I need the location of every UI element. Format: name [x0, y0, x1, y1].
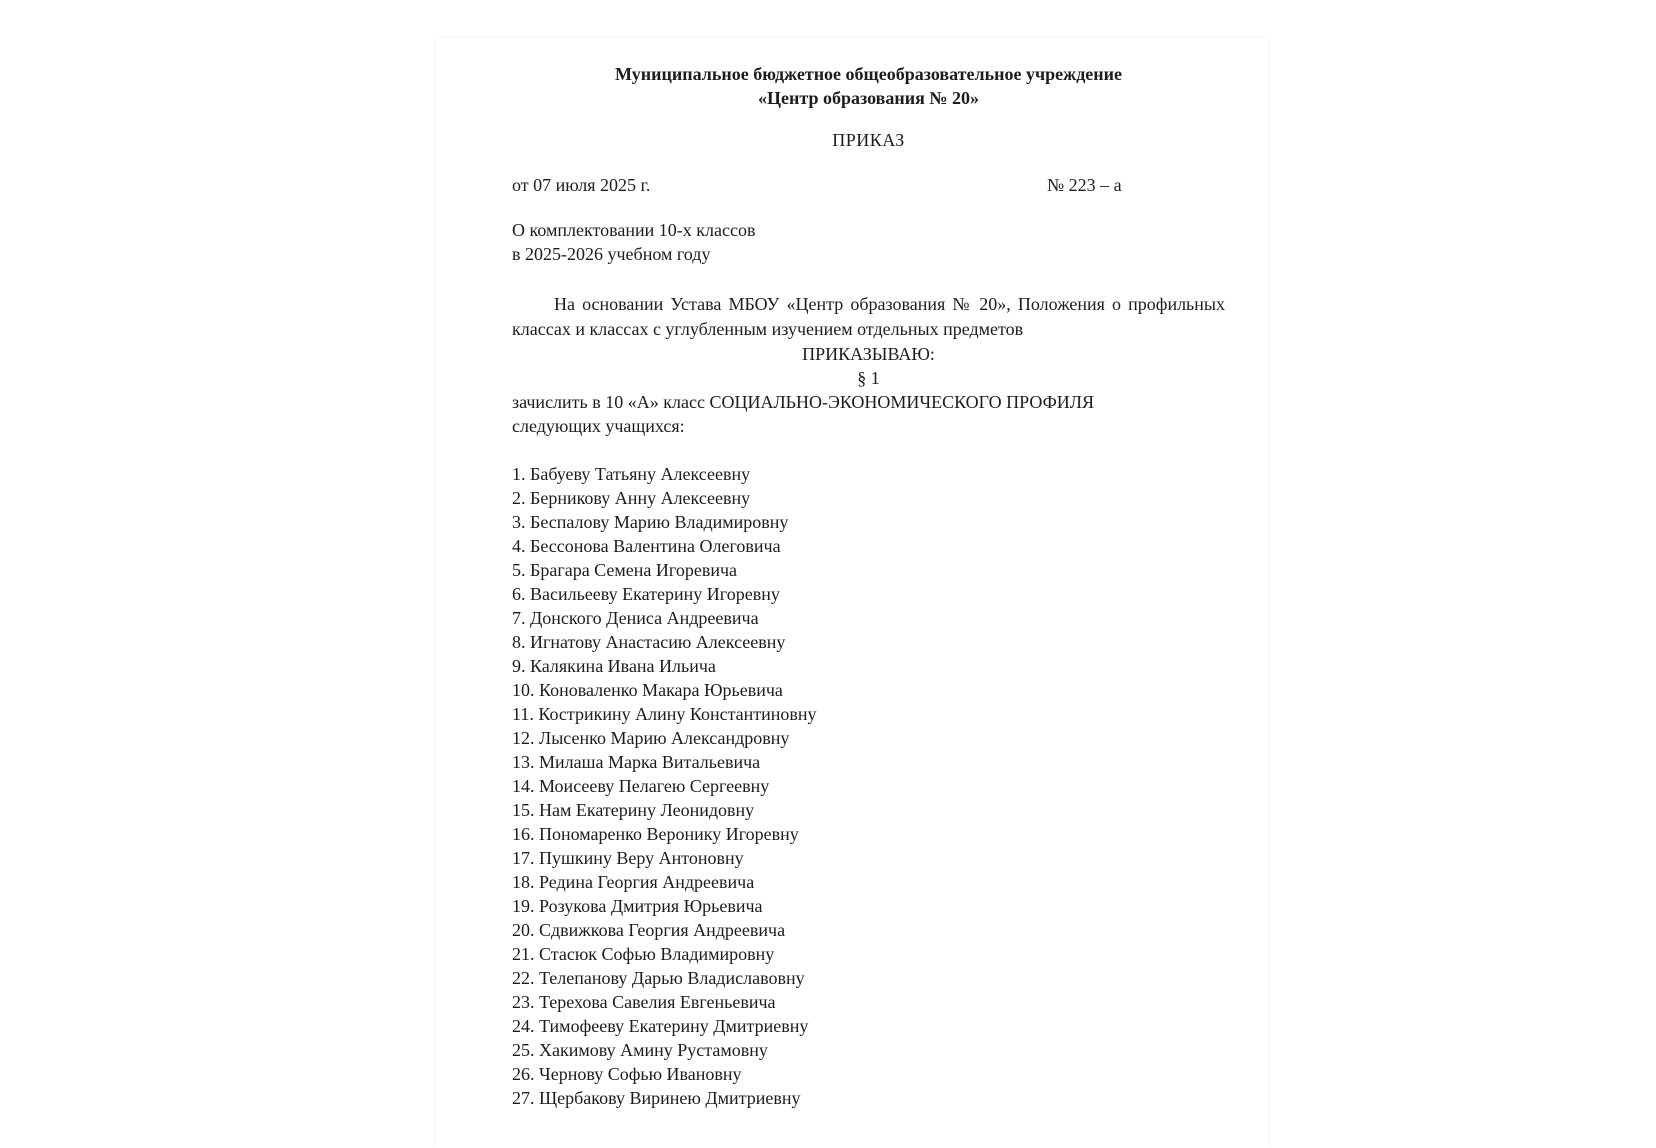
student-list-item: 11. Кострикину Алину Константиновну [512, 704, 817, 724]
order-basis: На основании Устава МБОУ «Центр образования № 20», Положения о профильных классах и классах с углубленным изучением отдельных предметов [512, 294, 1225, 339]
student-list-item: 20. Сдвижкова Георгия Андреевича [512, 920, 786, 940]
document-title: ПРИКАЗ [832, 130, 905, 150]
student-list-item: 1. Бабуеву Татьяну Алексеевну [512, 464, 751, 484]
orders-label: ПРИКАЗЫВАЮ: [802, 344, 935, 364]
student-list-item: 19. Розукова Дмитрия Юрьевича [512, 896, 763, 916]
student-list [512, 462, 1225, 1110]
enroll-line1: зачислить в 10 «А» класс СОЦИАЛЬНО-ЭКОНОМИЧЕСКОГО ПРОФИЛЯ [512, 392, 1095, 412]
student-list-item: 4. Бессонова Валентина Олеговича [512, 536, 781, 556]
order-subject [512, 218, 1225, 266]
student-list-item: 22. Телепанову Дарью Владиславовну [512, 968, 805, 988]
student-list-item: 12. Лысенко Марию Александровну [512, 728, 790, 748]
student-list-item: 23. Терехова Савелия Евгеньевича [512, 992, 776, 1012]
student-list-item: 8. Игнатову Анастасию Алексеевну [512, 632, 786, 652]
order-number: № 223 – а [1047, 175, 1122, 195]
subject-line2: в 2025-2026 учебном году [512, 244, 711, 264]
student-list-item: 18. Редина Георгия Андреевича [512, 872, 755, 892]
student-list-item: 27. Щербакову Виринею Дмитриевну [512, 1088, 801, 1108]
student-list-item: 25. Хакимову Амину Рустамовну [512, 1040, 768, 1060]
student-list-item: 17. Пушкину Веру Антоновну [512, 848, 744, 868]
student-list-item: 24. Тимофееву Екатерину Дмитриевну [512, 1016, 809, 1036]
student-list-item: 16. Пономаренко Веронику Игоревну [512, 824, 799, 844]
document-content [512, 62, 1225, 1110]
paragraph-mark: § 1 [857, 368, 880, 388]
student-list-item: 6. Васильееву Екатерину Игоревну [512, 584, 780, 604]
subject-line1: О комплектовании 10-х классов [512, 220, 756, 240]
date-number-row [512, 173, 1225, 197]
order-date: от 07 июля 2025 г. [512, 175, 651, 195]
student-list-item: 21. Стасюк Софью Владимировну [512, 944, 775, 964]
student-list-item: 10. Коноваленко Макара Юрьевича [512, 680, 783, 700]
enroll-line2: следующих учащихся: [512, 416, 685, 436]
org-name-line2: «Центр образования № 20» [758, 88, 979, 108]
student-list-item: 3. Беспалову Марию Владимировну [512, 512, 789, 532]
student-list-item: 2. Берникову Анну Алексеевну [512, 488, 751, 508]
student-list-item: 13. Милаша Марка Витальевича [512, 752, 761, 772]
student-list-item: 9. Калякина Ивана Ильича [512, 656, 716, 676]
org-name-line1: Муниципальное бюджетное общеобразовательное учреждение [614, 64, 1123, 84]
student-list-item: 26. Чернову Софью Ивановну [512, 1064, 742, 1084]
student-list-item: 7. Донского Дениса Андреевича [512, 608, 759, 628]
enroll-statement [512, 390, 1225, 438]
student-list-item: 5. Брагара Семена Игоревича [512, 560, 737, 580]
student-list-item: 14. Моисееву Пелагею Сергеевну [512, 776, 770, 796]
student-list-item: 15. Нам Екатерину Леонидовну [512, 800, 755, 820]
